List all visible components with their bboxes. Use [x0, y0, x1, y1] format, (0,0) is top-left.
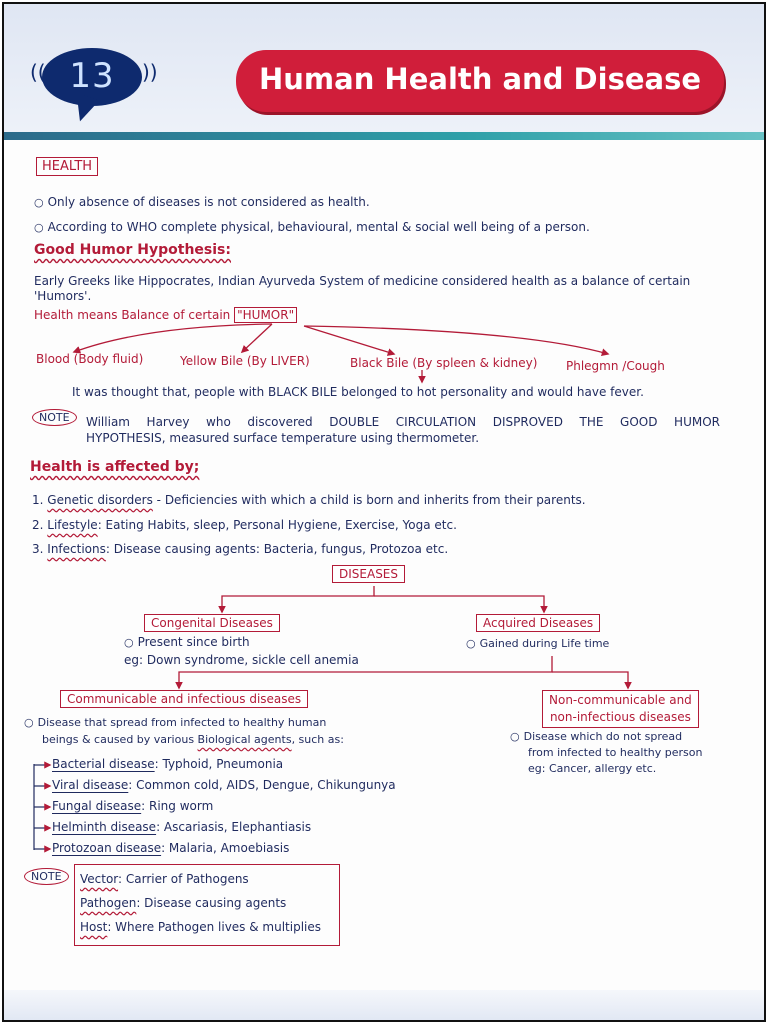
humor-blood: Blood (Body fluid) [36, 352, 144, 366]
affected-item-3 [32, 542, 448, 556]
diseases-root-node: DISEASES [332, 565, 405, 583]
communicable-desc-prefix: beings & caused by various [42, 733, 198, 746]
humor-balance [34, 308, 297, 322]
content-area [4, 4, 766, 1022]
page-frame [2, 2, 766, 1022]
noncommunicable-desc-line1 [510, 730, 682, 743]
protozoan-term: Protozoan disease [52, 841, 162, 855]
protozoan-rest: : Malaria, Amoebiasis [161, 841, 290, 855]
congenital-point [124, 635, 250, 649]
congenital-node: Congenital Diseases [144, 614, 280, 632]
acquired-point-text: Gained during Life time [479, 637, 610, 650]
communicable-desc-line1-text: Disease that spread from infected to healthy human [37, 716, 327, 729]
noncommunicable-desc-line1-text: Disease which do not spread [523, 730, 683, 743]
humor-black-bile: Black Bile (By spleen & kidney) [350, 356, 538, 370]
host-rest: : Where Pathogen lives & multiplies [107, 920, 322, 934]
viral-term: Viral disease [52, 778, 129, 792]
helminth-term: Helminth disease [52, 820, 157, 834]
biological-agents-term: Biological agents [197, 733, 292, 746]
affected-item-1-term: Genetic disorders [47, 493, 153, 507]
noncommunicable-node [542, 690, 699, 728]
fungal-term: Fungal disease [52, 799, 142, 813]
affected-item-3-term: Infections [47, 542, 106, 556]
noncommunicable-example: eg: Cancer, allergy etc. [528, 762, 657, 775]
bullet-icon: ○ [124, 636, 134, 649]
noncommunicable-label-line2: non-infectious diseases [549, 710, 691, 724]
disease-type-helminth [52, 820, 311, 834]
host-term: Host [80, 920, 108, 934]
harvey-note-line1: William Harvey who discovered DOUBLE CIRCULATION DISPROVED THE GOOD HUMOR [86, 415, 720, 429]
humor-phlegm: Phlegmn /Cough [566, 359, 665, 373]
page-title: Human Health and Disease [258, 62, 701, 96]
bullet-icon: ○ [34, 196, 44, 209]
vector-rest: : Carrier of Pathogens [118, 872, 249, 886]
affected-item-1-num: 1. [32, 493, 44, 507]
noncommunicable-label-line1: Non-communicable and [549, 693, 692, 707]
noncommunicable-desc-line2: from infected to healthy person [528, 746, 703, 759]
affected-item-1-rest: - Deficiencies with which a child is born and inherits from their parents. [152, 493, 586, 507]
bullet-icon: ○ [24, 716, 34, 729]
bacterial-rest: : Typhoid, Pneumonia [154, 757, 284, 771]
chapter-number: 13 [69, 56, 115, 96]
affected-item-2-term: Lifestyle [47, 518, 98, 532]
note-badge-2: NOTE [24, 868, 69, 885]
health-point-2 [34, 220, 590, 234]
health-point-1-text: Only absence of diseases is not considered as health. [47, 195, 370, 209]
definition-host [80, 920, 321, 934]
communicable-desc-line1 [24, 716, 326, 729]
definition-vector [80, 872, 249, 886]
humor-intro-line2: 'Humors'. [34, 289, 92, 303]
footer-band [4, 990, 766, 1022]
pathogen-rest: : Disease causing agents [136, 896, 287, 910]
acquired-point [466, 637, 609, 650]
humor-yellow-bile: Yellow Bile (By LIVER) [180, 354, 310, 368]
affected-item-2 [32, 518, 457, 532]
helminth-rest: : Ascariasis, Elephantiasis [156, 820, 312, 834]
vector-term: Vector [80, 872, 119, 886]
definition-pathogen [80, 896, 286, 910]
affected-item-3-num: 3. [32, 542, 44, 556]
health-heading: HEALTH [36, 157, 98, 176]
congenital-example: eg: Down syndrome, sickle cell anemia [124, 653, 359, 667]
viral-rest: : Common cold, AIDS, Dengue, Chikungunya [128, 778, 396, 792]
bullet-icon: ○ [34, 221, 44, 234]
affected-heading: Health is affected by; [30, 459, 200, 475]
health-point-1 [34, 195, 370, 209]
humor-intro-line1: Early Greeks like Hippocrates, Indian Ayurveda System of medicine considered health as a balance of certain [34, 274, 691, 288]
communicable-desc-line2 [42, 733, 344, 746]
congenital-point-text: Present since birth [137, 635, 250, 649]
right-sound-marks-icon: )) [142, 60, 158, 84]
affected-item-2-num: 2. [32, 518, 44, 532]
harvey-note-line2: HYPOTHESIS, measured surface temperature using thermometer. [86, 431, 480, 445]
disease-type-viral [52, 778, 396, 792]
health-point-2-text: According to WHO complete physical, behavioural, mental & social well being of a person. [47, 220, 590, 234]
affected-item-2-rest: : Eating Habits, sleep, Personal Hygiene, Exercise, Yoga etc. [97, 518, 457, 532]
left-sound-marks-icon: (( [30, 60, 46, 84]
bullet-icon: ○ [466, 637, 476, 650]
affected-item-3-rest: : Disease causing agents: Bacteria, fungus, Protozoa etc. [105, 542, 449, 556]
affected-item-1 [32, 493, 586, 507]
bacterial-term: Bacterial disease [52, 757, 155, 771]
fungal-rest: : Ring worm [141, 799, 214, 813]
disease-type-protozoan [52, 841, 289, 855]
disease-type-fungal [52, 799, 213, 813]
black-bile-note: It was thought that, people with BLACK BILE belonged to hot personality and would have fever. [72, 385, 644, 399]
communicable-desc-suffix: , such as: [291, 733, 344, 746]
communicable-node: Communicable and infectious diseases [60, 690, 308, 708]
humor-heading: Good Humor Hypothesis: [34, 242, 231, 258]
acquired-node: Acquired Diseases [476, 614, 600, 632]
note-badge: NOTE [32, 409, 77, 426]
bullet-icon: ○ [510, 730, 520, 743]
humor-term-box: "HUMOR" [234, 307, 297, 323]
humor-balance-prefix: Health means Balance of certain [34, 308, 231, 322]
pathogen-term: Pathogen [80, 896, 137, 910]
disease-type-bacterial [52, 757, 283, 771]
